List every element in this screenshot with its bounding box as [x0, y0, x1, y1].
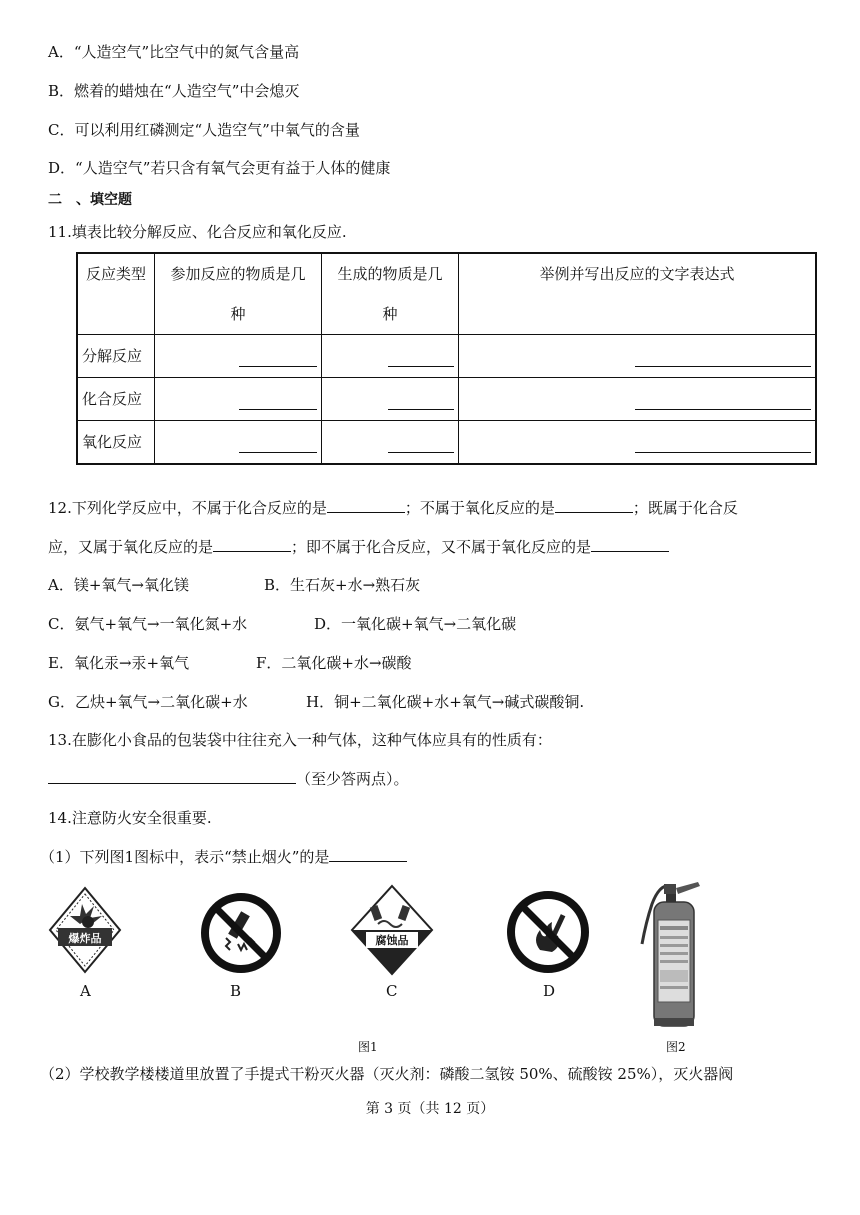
figure-label-d: D: [543, 982, 556, 1000]
option-c: C．可以利用红磷测定“人造空气”中氧气的含量: [48, 121, 360, 139]
reaction-table: [76, 252, 817, 465]
q13-answer-line: [48, 768, 409, 789]
explosive-sign-icon: [48, 886, 122, 974]
q12-text-3: ；既属于化合反: [632, 499, 738, 517]
answer-blank[interactable]: [327, 497, 405, 513]
corrosive-sign-icon: [350, 884, 434, 976]
q12-option-c: C．氨气+氧气→一氧化氮+水: [48, 615, 248, 633]
q13-text: 13.在膨化小食品的包装袋中往往充入一种气体，这种气体应具有的性质有：: [48, 731, 552, 749]
no-smoking-fire-sign-icon: [506, 890, 590, 974]
answer-blank[interactable]: [213, 536, 291, 552]
q12-option-d: D．一氧化碳+氧气→二氧化碳: [314, 615, 517, 633]
answer-blank[interactable]: [635, 451, 811, 453]
q12-text-5: ；即不属于化合反应，又不属于氧化反应的是: [291, 538, 592, 556]
answer-blank[interactable]: [635, 365, 811, 367]
answer-blank[interactable]: [635, 408, 811, 410]
figure-1-caption: 图1: [358, 1040, 378, 1054]
q12-text-1: 12.下列化学反应中，不属于化合反应的是: [48, 499, 327, 517]
answer-blank[interactable]: [555, 497, 633, 513]
option-a: A．“人造空气”比空气中的氮气含量高: [48, 43, 300, 61]
q12-option-a: A．镁+氧气→氧化镁: [48, 576, 189, 594]
q13-suffix: （至少答两点）。: [296, 770, 409, 788]
q12-option-b: B．生石灰+水→熟石灰: [264, 576, 421, 594]
figure-label-a: A: [80, 982, 91, 1000]
option-b: B．燃着的蜡烛在“人造空气”中会熄灭: [48, 82, 300, 100]
option-d: D．“人造空气”若只含有氧气会更有益于人体的健康: [48, 159, 391, 177]
q14-sub1: [40, 846, 407, 867]
q14-text: 14.注意防火安全很重要.: [48, 809, 212, 827]
no-fireworks-sign-icon: [200, 892, 282, 974]
q12-option-e: E．氧化汞→汞+氧气: [48, 654, 190, 672]
answer-blank[interactable]: [388, 408, 454, 410]
q12-text-2: ；不属于氧化反应的是: [404, 499, 555, 517]
row-label-oxidation: 氧化反应: [82, 433, 143, 451]
q14-sub1-text: （1）下列图1图标中，表示“禁止烟火”的是: [40, 848, 330, 866]
q12-line1: [48, 497, 738, 518]
q14-sub2: （2）学校教学楼楼道里放置了手提式干粉灭火器（灭火剂：磷酸二氢铵 50%、硫酸铵 25%），灭火器阀: [40, 1065, 734, 1083]
answer-blank[interactable]: [388, 365, 454, 367]
page-footer: 第 3 页（共 12 页）: [365, 1101, 495, 1117]
table-header-reactants: 参加反应的物质是几 种: [155, 253, 322, 335]
answer-blank[interactable]: [48, 768, 296, 784]
row-label-decomposition: 分解反应: [82, 347, 143, 365]
q12-option-g: G．乙炔+氧气→二氧化碳+水: [48, 693, 248, 711]
figure-label-c: C: [386, 982, 398, 1000]
answer-blank[interactable]: [239, 408, 317, 410]
answer-blank[interactable]: [239, 365, 317, 367]
table-header-type: 反应类型: [77, 253, 155, 335]
answer-blank[interactable]: [329, 846, 407, 862]
answer-blank[interactable]: [239, 451, 317, 453]
table-row: [77, 421, 816, 465]
table-header-example: 举例并写出反应的文字表达式: [459, 253, 817, 335]
fire-extinguisher-icon: [636, 880, 708, 1034]
section-heading: 二 、填空题: [48, 192, 132, 208]
answer-blank[interactable]: [388, 451, 454, 453]
q12-line2: [48, 536, 669, 557]
answer-blank[interactable]: [591, 536, 669, 552]
table-row: [77, 335, 816, 378]
row-label-combination: 化合反应: [82, 390, 143, 408]
sign-c-text: 腐蚀品: [375, 934, 409, 947]
q12-option-f: F．二氧化碳+水→碳酸: [256, 654, 412, 672]
sign-a-text: 爆炸品: [68, 932, 102, 945]
table-row: [77, 378, 816, 421]
figure-label-b: B: [230, 982, 242, 1000]
q12-text-4: 应，又属于氧化反应的是: [48, 538, 214, 556]
q12-option-h: H．铜+二氧化碳+水+氧气→碱式碳酸铜.: [306, 693, 585, 711]
q11-text: 11.填表比较分解反应、化合反应和氧化反应.: [48, 223, 347, 241]
table-header-products: 生成的物质是几 种: [322, 253, 459, 335]
figure-2-caption: 图2: [666, 1040, 686, 1054]
